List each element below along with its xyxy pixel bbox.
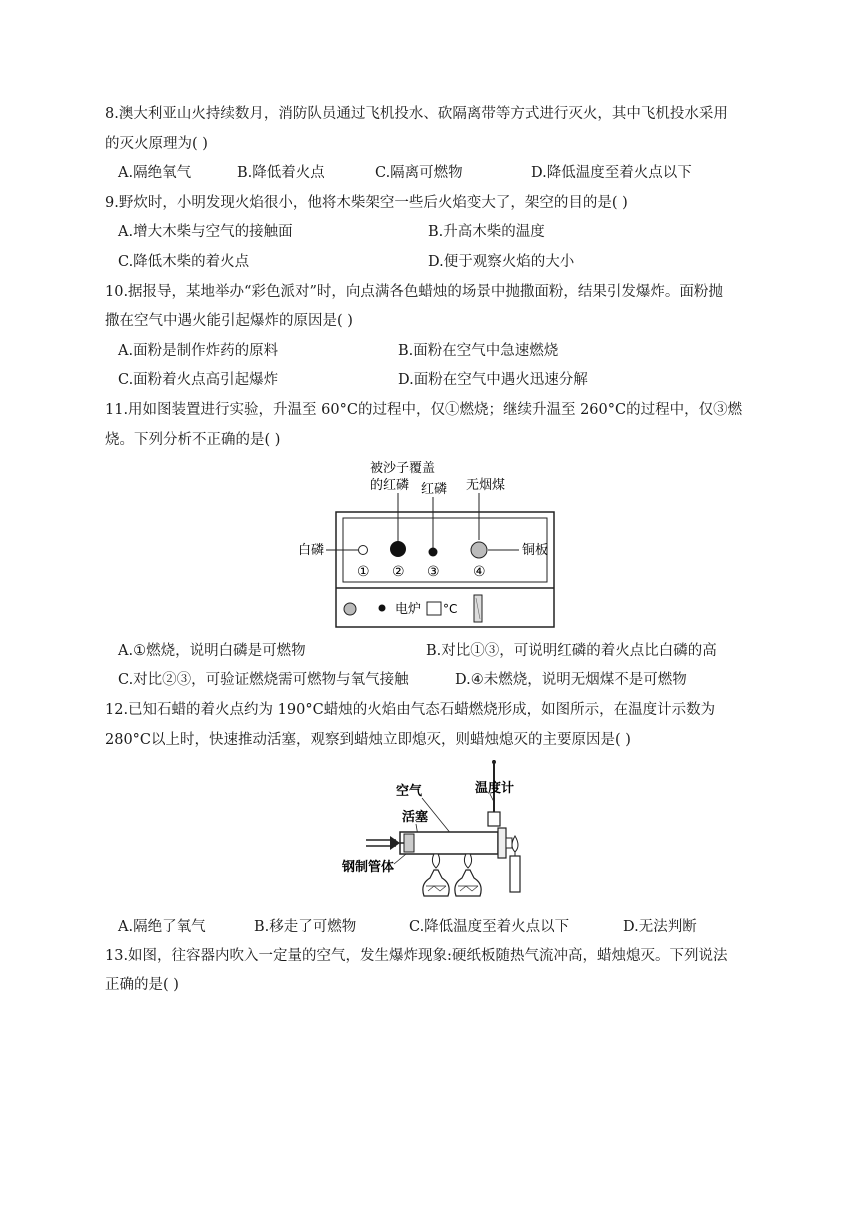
q9-option-c[interactable]: C.降低木柴的着火点: [118, 254, 250, 270]
flame-1-icon: [432, 854, 439, 868]
stove-indicator-dot-icon: [379, 605, 386, 612]
q10-stem-line1: 10.据报导，某地举办“彩色派对”时，向点满各色蜡烛的场景中抛撒面粉，结果引发爆炸。面粉抛: [105, 284, 723, 300]
q12-option-b[interactable]: B.移走了可燃物: [254, 919, 357, 935]
label-red-phosphorus: 红磷: [421, 482, 448, 497]
alcohol-lamp-1-icon: [423, 870, 449, 896]
label-electric-stove: 电炉: [395, 602, 422, 617]
white-phosphorus-sample: [359, 546, 368, 555]
q11-stem-line1: 11.用如图装置进行实验，升温至 60°C的过程中，仅①燃烧；继续升温至 260°C的过程中，仅③燃: [105, 402, 743, 418]
q8-option-b[interactable]: B.降低着火点: [237, 165, 325, 181]
flame-2-icon: [464, 854, 471, 868]
candle-flame-icon: [512, 836, 518, 852]
label-num-4: ④: [473, 564, 486, 580]
q10-stem-line2: 撒在空气中遇火能引起爆炸的原因是( ): [105, 313, 353, 329]
label-num-2: ②: [392, 564, 405, 580]
label-thermometer: 温度计: [475, 781, 515, 796]
q13-stem-line2: 正确的是( ): [105, 977, 179, 993]
q12-stem-line2: 280°C以上时，快速推动活塞，观察到蜡烛立即熄灭，则蜡烛熄灭的主要原因是( ): [105, 732, 631, 748]
label-piston: 活塞: [402, 810, 429, 825]
steel-tube: [400, 832, 498, 854]
thermometer-stopper: [488, 812, 500, 826]
q9-option-b[interactable]: B.升高木柴的温度: [428, 224, 545, 240]
q11-option-a[interactable]: A.①燃烧，说明白磷是可燃物: [118, 643, 306, 659]
q11-option-c[interactable]: C.对比②③，可验证燃烧需可燃物与氧气接触: [118, 672, 409, 688]
label-copper-plate: 铜板: [522, 543, 549, 558]
push-arrow-icon: [390, 836, 400, 850]
q10-option-c[interactable]: C.面粉着火点高引起爆炸: [118, 372, 279, 388]
q12-option-a[interactable]: A.隔绝了氧气: [118, 919, 206, 935]
q12-option-c[interactable]: C.降低温度至着火点以下: [409, 919, 570, 935]
q8-option-d[interactable]: D.降低温度至着火点以下: [531, 165, 692, 181]
q8-option-c[interactable]: C.隔离可燃物: [375, 165, 463, 181]
q8-stem-line1: 8.澳大利亚山火持续数月，消防队员通过飞机投水、砍隔离带等方式进行灭火，其中飞机投水采用: [105, 106, 728, 122]
q12-apparatus-figure: [338, 758, 538, 906]
tube-nozzle: [498, 828, 506, 858]
alcohol-lamp-2-icon: [455, 870, 481, 896]
q11-apparatus-figure: [290, 456, 590, 636]
q8-stem-line2: 的灭火原理为( ): [105, 136, 208, 152]
red-phosphorus-sample: [429, 548, 438, 557]
q8-option-a[interactable]: A.隔绝氧气: [118, 165, 192, 181]
candle-body: [510, 856, 520, 892]
q13-stem-line1: 13.如图，往容器内吹入一定量的空气，发生爆炸现象:硬纸板随热气流冲高，蜡烛熄灭。下列说法: [105, 948, 728, 964]
anthracite-sample: [471, 542, 487, 558]
label-num-1: ①: [357, 564, 370, 580]
q9-option-d[interactable]: D.便于观察火焰的大小: [428, 254, 575, 270]
label-air: 空气: [396, 784, 423, 799]
q12-option-d[interactable]: D.无法判断: [623, 919, 697, 935]
label-sand-covered-line2: 的红磷: [370, 478, 410, 493]
q11-stem-line2: 烧。下列分析不正确的是( ): [105, 432, 281, 448]
temperature-display-box: [427, 602, 441, 615]
piston-head: [404, 834, 414, 852]
label-steel-tube: 钢制管体: [342, 860, 395, 875]
q11-option-b[interactable]: B.对比①③，可说明红磷的着火点比白磷的高: [426, 643, 717, 659]
q9-stem: 9.野炊时，小明发现火焰很小，他将木柴架空一些后火焰变大了，架空的目的是( ): [105, 195, 628, 211]
q10-option-b[interactable]: B.面粉在空气中急速燃烧: [398, 343, 559, 359]
label-sand-covered-line1: 被沙子覆盖: [370, 461, 436, 476]
label-celsius-unit: °C: [443, 602, 458, 616]
q10-option-d[interactable]: D.面粉在空气中遇火迅速分解: [398, 372, 588, 388]
q11-option-d[interactable]: D.④未燃烧，说明无烟煤不是可燃物: [455, 672, 687, 688]
sand-covered-red-phosphorus-sample: [390, 541, 406, 557]
q12-stem-line1: 12.已知石蜡的着火点约为 190°C蜡烛的火焰由气态石蜡燃烧形成，如图所示，在温度计示数为: [105, 702, 716, 718]
label-num-3: ③: [427, 564, 440, 580]
stove-knob-icon: [344, 603, 356, 615]
q9-option-a[interactable]: A.增大木柴与空气的接触面: [118, 224, 293, 240]
q10-option-a[interactable]: A.面粉是制作炸药的原料: [118, 343, 279, 359]
label-white-phosphorus: 白磷: [298, 543, 325, 558]
label-anthracite: 无烟煤: [466, 478, 506, 493]
